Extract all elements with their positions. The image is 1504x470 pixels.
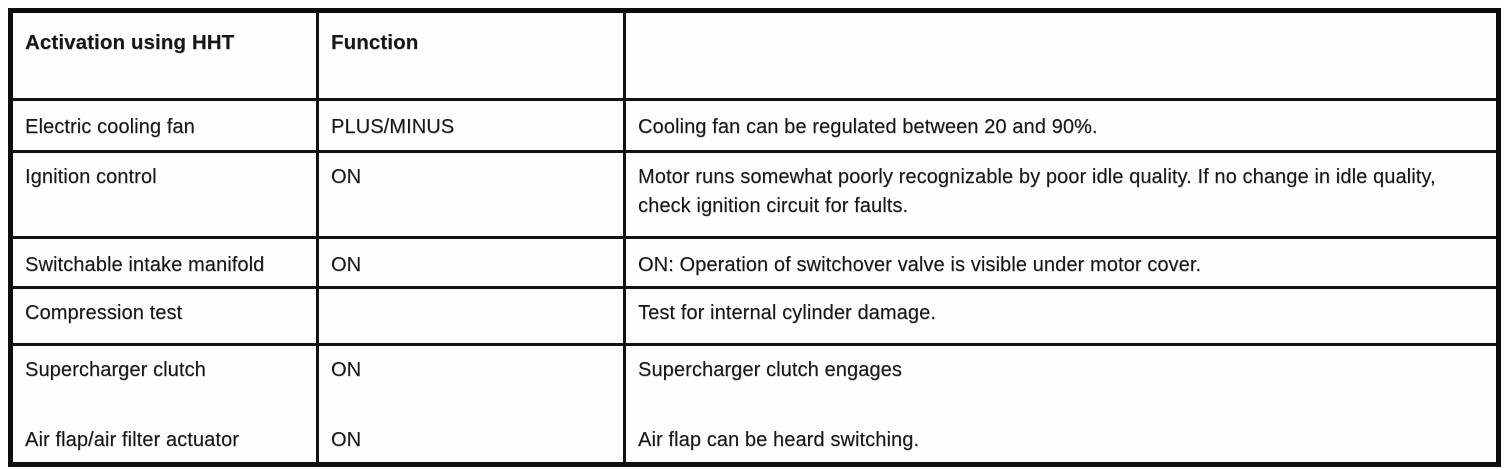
cell-function: ON — [318, 238, 625, 288]
cell-function — [318, 345, 625, 465]
cell-activation: Switchable intake manifold — [11, 238, 318, 288]
column-header-activation: Activation using HHT — [11, 11, 318, 100]
cell-function: ON — [318, 152, 625, 238]
cell-activation: Electric cooling fan — [11, 100, 318, 152]
column-header-description — [625, 11, 1499, 100]
cell-description: ON: Operation of switchover valve is visible under motor cover. — [625, 238, 1499, 288]
hht-activation-table — [8, 8, 1501, 467]
cell-text-supercharger-function: ON — [331, 359, 362, 381]
cell-text-air-flap-description: Air flap can be heard switching. — [638, 429, 920, 451]
cell-activation: Compression test — [11, 288, 318, 345]
table-row-electric-cooling-fan — [11, 100, 1499, 152]
cell-description: Cooling fan can be regulated between 20 and 90%. — [625, 100, 1499, 152]
table-row-ignition-control — [11, 152, 1499, 238]
column-header-function: Function — [318, 11, 625, 100]
cell-function: PLUS/MINUS — [318, 100, 625, 152]
cell-text-air-flap-function: ON — [331, 429, 362, 451]
cell-text-air-flap-actuator: Air flap/air filter actuator — [25, 429, 239, 451]
cell-function — [318, 288, 625, 345]
table-row-switchable-intake-manifold — [11, 238, 1499, 288]
cell-text-supercharger-description: Supercharger clutch engages — [638, 359, 902, 381]
cell-activation — [11, 345, 318, 465]
cell-activation: Ignition control — [11, 152, 318, 238]
table-header-row — [11, 11, 1499, 100]
cell-description — [625, 345, 1499, 465]
table-row-supercharger-and-air-flap — [11, 345, 1499, 465]
table-row-compression-test — [11, 288, 1499, 345]
cell-description: Test for internal cylinder damage. — [625, 288, 1499, 345]
cell-text-supercharger-clutch: Supercharger clutch — [25, 359, 206, 381]
cell-description: Motor runs somewhat poorly recognizable by poor idle quality. If no change in idle quality, check ignition circuit for faults. — [625, 152, 1499, 238]
